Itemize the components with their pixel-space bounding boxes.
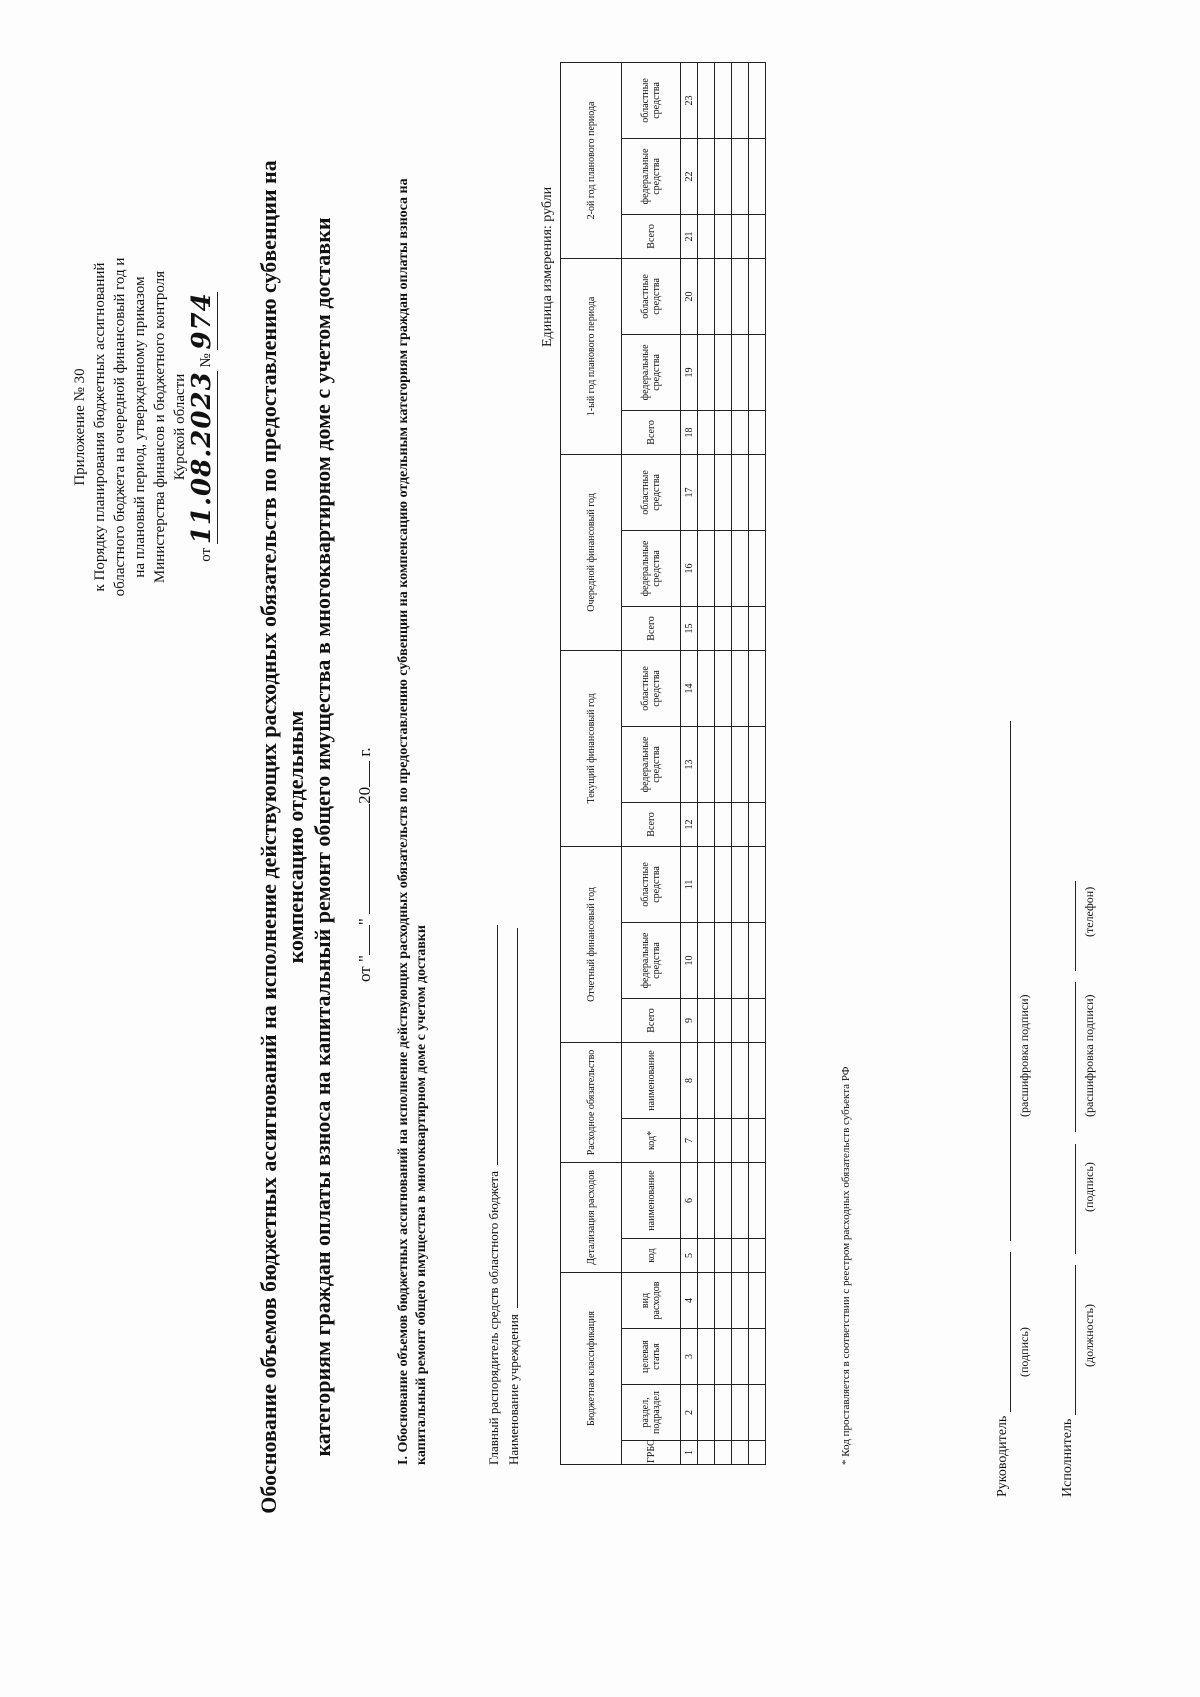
table-cell[interactable] — [732, 606, 749, 650]
institution-field — [505, 928, 522, 1465]
date-quote: " — [355, 918, 374, 926]
col-regional: областные средства — [622, 454, 681, 530]
table-cell[interactable] — [715, 998, 732, 1042]
table-cell[interactable] — [715, 922, 732, 998]
col-federal: федеральные средства — [622, 334, 681, 410]
table-cell[interactable] — [698, 138, 715, 214]
position-line[interactable] — [1061, 1265, 1076, 1415]
col-number: 19 — [681, 334, 698, 410]
units-label: Единица измерения: рубли — [540, 186, 555, 347]
executor-decoding-line[interactable] — [1061, 982, 1076, 1132]
col-number: 22 — [681, 138, 698, 214]
year-blank — [369, 761, 370, 787]
col-total: Всего — [622, 410, 681, 454]
table-cell[interactable] — [715, 1329, 732, 1385]
table-cell[interactable] — [698, 846, 715, 922]
appendix-date-line — [187, 147, 217, 707]
table-cell[interactable] — [749, 1042, 766, 1118]
col-code-star: код* — [622, 1118, 681, 1162]
document-title — [255, 147, 336, 1527]
institution-line[interactable] — [505, 928, 518, 1308]
group-plan2: 2-ой год планового периода — [561, 62, 622, 258]
table-cell[interactable] — [715, 1042, 732, 1118]
section-heading: I. Обоснование объемов бюджетных ассигнований на исполнение действующих расходных обязательств по предоставлению субвенции на компенсацию отдельным категориям граждан оплаты взноса на капитальный ремонт общего имущества в многоквартирном доме с учетом доставки — [396, 178, 429, 1465]
table-cell[interactable] — [732, 1441, 749, 1465]
col-name: наименование — [622, 1042, 681, 1118]
title-line: категориям граждан оплаты взноса на капитальный ремонт общего имущества в многоквартирном доме с учетом доставки — [310, 217, 335, 1457]
col-regional: областные средства — [622, 258, 681, 334]
appendix-line: к Порядку планирования бюджетных ассигнований — [92, 262, 108, 592]
col-total: Всего — [622, 214, 681, 258]
appendix-number: Приложение № 30 — [72, 368, 88, 486]
year-suffix: г. — [355, 747, 374, 757]
footnote: * Код проставляется в соответствии с реестром расходных обязательств субъекта РФ — [840, 1066, 852, 1465]
table-cell[interactable] — [749, 1441, 766, 1465]
table-cell[interactable] — [698, 650, 715, 726]
table-cell[interactable] — [715, 454, 732, 530]
table-cell[interactable] — [715, 214, 732, 258]
col-grbs: ГРБС — [622, 1441, 681, 1465]
day-blank — [369, 925, 370, 955]
table-cell[interactable] — [732, 138, 749, 214]
table-cell[interactable] — [698, 334, 715, 410]
table-cell[interactable] — [715, 1238, 732, 1272]
table-cell[interactable] — [715, 410, 732, 454]
table-cell[interactable] — [698, 1385, 715, 1441]
table-cell[interactable] — [749, 258, 766, 334]
table-cell[interactable] — [732, 214, 749, 258]
chief-manager-line[interactable] — [485, 925, 498, 1165]
table-cell[interactable] — [698, 922, 715, 998]
table-cell[interactable] — [698, 454, 715, 530]
col-regional: областные средства — [622, 650, 681, 726]
table-cell[interactable] — [698, 410, 715, 454]
appendix-line: областного бюджета на очередной финансовый год и — [112, 257, 128, 597]
table-cell[interactable] — [698, 726, 715, 802]
appendix-line: Министерства финансов и бюджетного контроля — [152, 270, 168, 584]
table-cell[interactable] — [698, 1238, 715, 1272]
col-number: 4 — [681, 1272, 698, 1328]
handwritten-date: 11.08.2023 — [187, 371, 217, 545]
table-cell[interactable] — [732, 1042, 749, 1118]
table-cell[interactable] — [732, 62, 749, 138]
col-number: 5 — [681, 1238, 698, 1272]
col-federal: федеральные средства — [622, 138, 681, 214]
table-cell[interactable] — [749, 214, 766, 258]
head-decoding-line[interactable] — [996, 721, 1011, 1241]
col-number: 15 — [681, 606, 698, 650]
table-row — [732, 62, 749, 1464]
table-cell[interactable] — [732, 454, 749, 530]
table-group-header-row — [561, 62, 622, 1464]
budget-table — [560, 62, 766, 1465]
col-number: 13 — [681, 726, 698, 802]
table-cell[interactable] — [698, 606, 715, 650]
group-expense-detail: Детализация расходов — [561, 1162, 622, 1272]
table-column-header-row — [622, 62, 681, 1464]
signature-caption: (подпись) — [1017, 1327, 1031, 1377]
table-row — [749, 62, 766, 1464]
decoding-caption: (расшифровка подписи) — [1017, 994, 1031, 1117]
table-cell[interactable] — [749, 62, 766, 138]
signature-caption: (подпись) — [1082, 1162, 1096, 1212]
col-number: 23 — [681, 62, 698, 138]
table-cell[interactable] — [715, 530, 732, 606]
table-cell[interactable] — [749, 802, 766, 846]
table-cell[interactable] — [749, 1238, 766, 1272]
table-cell[interactable] — [749, 530, 766, 606]
decoding-caption: (расшифровка подписи) — [1082, 994, 1096, 1117]
group-budget-class: Бюджетная классификация — [561, 1272, 622, 1464]
table-cell[interactable] — [732, 1162, 749, 1238]
col-federal: федеральные средства — [622, 922, 681, 998]
table-cell[interactable] — [732, 726, 749, 802]
col-number: 6 — [681, 1162, 698, 1238]
col-number: 12 — [681, 802, 698, 846]
table-cell[interactable] — [698, 1329, 715, 1385]
table-cell[interactable] — [749, 922, 766, 998]
chief-manager-field — [485, 925, 502, 1465]
col-target: целевая статья — [622, 1329, 681, 1385]
table-cell[interactable] — [715, 1162, 732, 1238]
table-cell[interactable] — [698, 258, 715, 334]
month-blank — [369, 804, 370, 914]
col-name: наименование — [622, 1162, 681, 1238]
table-cell[interactable] — [698, 1441, 715, 1465]
col-number: 20 — [681, 258, 698, 334]
table-cell[interactable] — [749, 998, 766, 1042]
group-plan1: 1-ый год планового периода — [561, 258, 622, 454]
table-row — [715, 62, 732, 1464]
table-cell[interactable] — [715, 1441, 732, 1465]
table-cell[interactable] — [715, 1118, 732, 1162]
table-cell[interactable] — [715, 1385, 732, 1441]
col-section: раздел, подраздел — [622, 1385, 681, 1441]
appendix-block — [70, 147, 216, 707]
table-cell[interactable] — [715, 62, 732, 138]
table-cell[interactable] — [749, 1118, 766, 1162]
title-line: Обоснование объемов бюджетных ассигнований на исполнение действующих расходных обязательств по предоставлению субвенции на компенсацию отдельным — [256, 160, 308, 1514]
col-number: 9 — [681, 998, 698, 1042]
appendix-number-label: № — [198, 353, 214, 368]
group-next-year: Очередной финансовый год — [561, 454, 622, 650]
table-cell[interactable] — [749, 1329, 766, 1385]
phone-caption: (телефон) — [1082, 886, 1096, 937]
col-number: 16 — [681, 530, 698, 606]
table-cell[interactable] — [698, 214, 715, 258]
table-cell[interactable] — [698, 62, 715, 138]
col-code: код — [622, 1238, 681, 1272]
table-cell[interactable] — [732, 1385, 749, 1441]
executor-signature-line[interactable] — [1061, 1144, 1076, 1254]
table-cell[interactable] — [749, 846, 766, 922]
table-cell[interactable] — [698, 1042, 715, 1118]
col-kind: вид расходов — [622, 1272, 681, 1328]
table-cell[interactable] — [749, 334, 766, 410]
group-current-year: Текущий финансовый год — [561, 650, 622, 846]
table-cell[interactable] — [715, 802, 732, 846]
table-cell[interactable] — [749, 1162, 766, 1238]
table-cell[interactable] — [732, 1238, 749, 1272]
table-cell[interactable] — [698, 998, 715, 1042]
executor-label: Исполнитель — [1060, 1418, 1075, 1497]
table-cell[interactable] — [749, 138, 766, 214]
group-report-year: Отчетный финансовый год — [561, 846, 622, 1042]
col-total: Всего — [622, 802, 681, 846]
chief-manager-label: Главный распорядитель средств областного бюджета — [486, 1170, 501, 1465]
position-caption: (должность) — [1082, 1304, 1096, 1367]
col-number: 7 — [681, 1118, 698, 1162]
table-cell[interactable] — [732, 846, 749, 922]
table-cell[interactable] — [698, 530, 715, 606]
handwritten-number: 974 — [187, 292, 217, 350]
table-cell[interactable] — [732, 530, 749, 606]
table-cell[interactable] — [732, 802, 749, 846]
col-regional: областные средства — [622, 846, 681, 922]
table-cell[interactable] — [732, 334, 749, 410]
table-cell[interactable] — [749, 1272, 766, 1328]
table-cell[interactable] — [749, 726, 766, 802]
col-number: 21 — [681, 214, 698, 258]
table-cell[interactable] — [732, 410, 749, 454]
year-prefix: 20 — [355, 786, 374, 804]
head-signature-block — [995, 721, 1031, 1497]
table-cell[interactable] — [732, 1272, 749, 1328]
column-number-row — [681, 62, 698, 1464]
col-federal: федеральные средства — [622, 530, 681, 606]
col-regional: областные средства — [622, 62, 681, 138]
date-line — [355, 747, 375, 982]
appendix-line: на плановый период, утвержденному приказом — [132, 276, 148, 578]
appendix-line: Курской области — [172, 373, 188, 481]
col-number: 14 — [681, 650, 698, 726]
table-cell[interactable] — [715, 258, 732, 334]
table-cell[interactable] — [732, 1329, 749, 1385]
phone-line[interactable] — [1061, 881, 1076, 971]
col-number: 3 — [681, 1329, 698, 1385]
table-cell[interactable] — [715, 606, 732, 650]
col-total: Всего — [622, 606, 681, 650]
appendix-from-label: от — [198, 547, 214, 562]
table-cell[interactable] — [749, 650, 766, 726]
date-from: от " — [355, 955, 374, 982]
table-cell[interactable] — [732, 650, 749, 726]
table-cell[interactable] — [715, 726, 732, 802]
col-number: 8 — [681, 1042, 698, 1118]
table-cell[interactable] — [698, 802, 715, 846]
col-number: 11 — [681, 846, 698, 922]
table-cell[interactable] — [698, 1272, 715, 1328]
col-number: 10 — [681, 922, 698, 998]
table-cell[interactable] — [749, 410, 766, 454]
executor-signature-block — [1060, 881, 1096, 1497]
group-obligation: Расходное обязательство — [561, 1042, 622, 1162]
table-cell[interactable] — [749, 606, 766, 650]
table-row — [698, 62, 715, 1464]
col-federal: федеральные средства — [622, 726, 681, 802]
col-total: Всего — [622, 998, 681, 1042]
col-number: 17 — [681, 454, 698, 530]
col-number: 1 — [681, 1441, 698, 1465]
head-signature-line[interactable] — [996, 1252, 1011, 1412]
institution-label: Наименование учреждения — [506, 1314, 521, 1465]
table-cell[interactable] — [732, 258, 749, 334]
col-number: 18 — [681, 410, 698, 454]
table-cell[interactable] — [715, 846, 732, 922]
table-cell[interactable] — [715, 334, 732, 410]
table-cell[interactable] — [715, 1272, 732, 1328]
table-cell[interactable] — [715, 650, 732, 726]
table-cell[interactable] — [698, 1162, 715, 1238]
table-cell[interactable] — [715, 138, 732, 214]
table-cell[interactable] — [732, 922, 749, 998]
table-cell[interactable] — [749, 454, 766, 530]
table-cell[interactable] — [749, 1385, 766, 1441]
table-cell[interactable] — [732, 1118, 749, 1162]
table-cell[interactable] — [732, 998, 749, 1042]
head-label: Руководитель — [995, 1415, 1010, 1497]
table-cell[interactable] — [698, 1118, 715, 1162]
col-number: 2 — [681, 1385, 698, 1441]
